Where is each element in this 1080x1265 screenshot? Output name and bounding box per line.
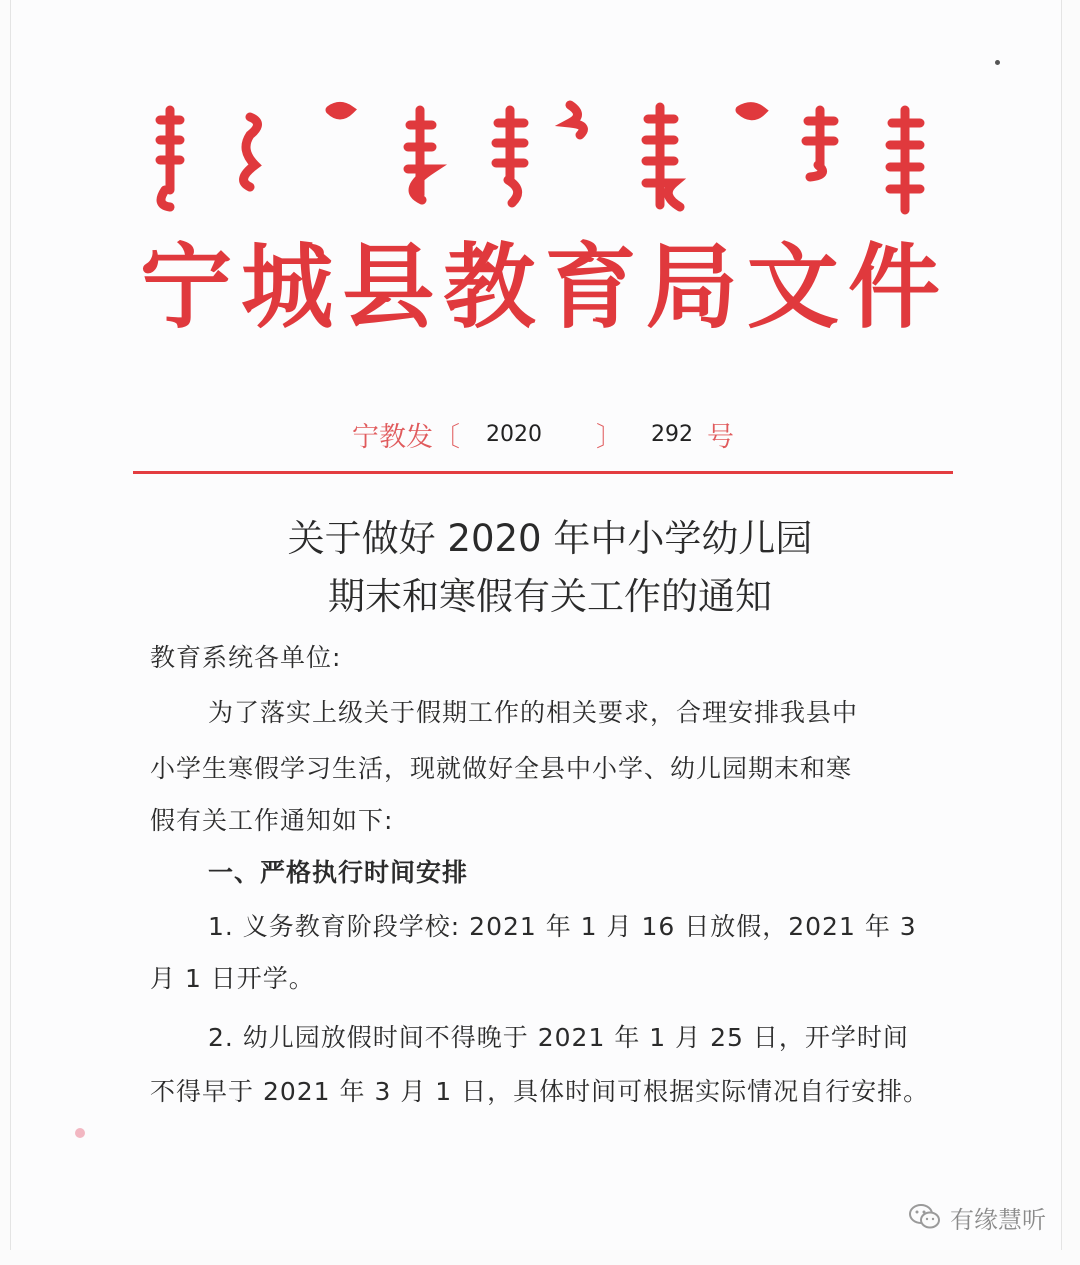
title-char: 宁 [140,234,233,341]
doc-number-value: 292 [651,421,693,447]
notice-title-line1: 关于做好 2020 年中小学幼儿园 [287,517,813,560]
title-char: 县 [342,234,435,341]
wechat-watermark [908,1200,1046,1234]
paragraph-line: 小学生寒假学习生活，现就做好全县中小学、幼儿园期末和寒 [150,754,853,783]
doc-number-prefix: 宁教发〔 [352,421,460,453]
wechat-icon [908,1202,942,1232]
item2-line: 2. 幼儿园放假时间不得晚于 2021 年 1 月 25 日，开学时间 [208,1023,909,1052]
salutation: 教育系统各单位: [150,643,342,672]
title-char: 城 [241,234,334,341]
document-number [352,412,734,456]
title-char: 教 [443,234,536,341]
doc-number-suffix: 号 [707,421,734,453]
scan-speck [995,60,1000,65]
item1-line: 1. 义务教育阶段学校: 2021 年 1 月 16 日放假，2021 年 3 [208,912,917,941]
title-char: 局 [645,234,738,341]
section-heading: 一、严格执行时间安排 [208,858,469,887]
paragraph-line: 为了落实上级关于假期工作的相关要求，合理安排我县中 [208,698,859,727]
document-issuer-title [140,228,940,348]
mongolian-script-title [140,95,940,225]
watermark-text: 有缘慧听 [950,1205,1046,1234]
scan-speck [75,1128,85,1138]
mongolian-script-graphic [140,95,940,225]
doc-number-close: 〕 [596,421,623,453]
item2-line: 不得早于 2021 年 3 月 1 日，具体时间可根据实际情况自行安排。 [150,1077,930,1106]
doc-number-year: 2020 [486,421,542,447]
item1-line: 月 1 日开学。 [150,964,315,993]
notice-title-line2: 期末和寒假有关工作的通知 [328,575,772,618]
title-char: 文 [746,234,839,341]
title-char: 育 [544,234,637,341]
red-divider [133,471,953,474]
title-char: 件 [847,234,940,341]
paragraph-line: 假有关工作通知如下: [150,806,394,835]
